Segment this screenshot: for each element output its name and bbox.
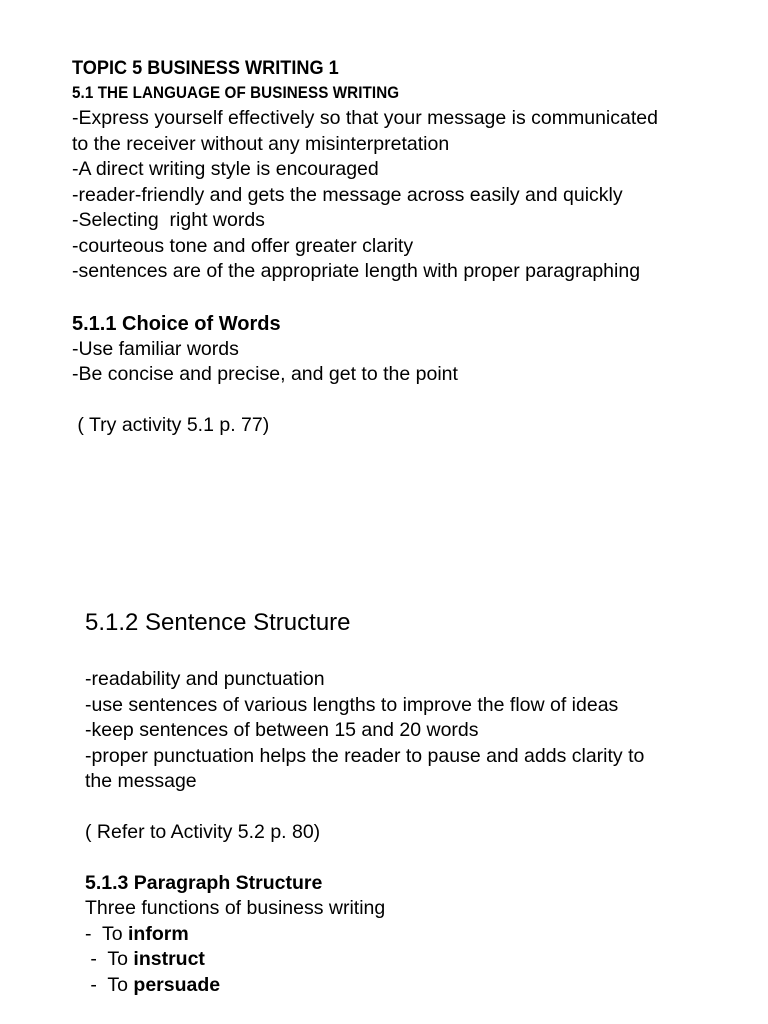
function-prefix: - To	[85, 948, 134, 970]
list-item: to the receiver without any misinterpretation	[72, 132, 450, 155]
list-item: -readability and punctuation	[85, 668, 325, 690]
list-item: -Use familiar words	[72, 337, 239, 360]
function-prefix: - To	[85, 973, 134, 996]
section-5-1-2-title: 5.1.2 Sentence Structure	[85, 609, 351, 636]
function-keyword: instruct	[133, 948, 205, 970]
list-item: -proper punctuation helps the reader to pause and adds clarity to	[85, 744, 645, 767]
function-item-persuade	[85, 973, 765, 999]
function-prefix: - To	[85, 922, 128, 945]
list-item: -Express yourself effectively so that your message is communicated	[72, 107, 658, 129]
topic-title: TOPIC 5 BUSINESS WRITING 1	[72, 57, 339, 79]
activity-note: ( Try activity 5.1 p. 77)	[72, 413, 270, 436]
list-item: -keep sentences of between 15 and 20 words	[85, 719, 479, 741]
list-item: -courteous tone and offer greater clarity	[72, 234, 414, 257]
list-item: -Be concise and precise, and get to the point	[72, 363, 458, 385]
list-item: -A direct writing style is encouraged	[72, 158, 379, 180]
section-5-1-1-title: 5.1.1 Choice of Words	[72, 312, 281, 335]
top-section	[72, 56, 752, 438]
section-5-1-bullets	[72, 106, 752, 285]
function-keyword: persuade	[133, 973, 221, 996]
list-item: -Selecting right words	[72, 209, 265, 231]
function-item-inform	[85, 922, 765, 948]
section-5-1-title: 5.1 THE LANGUAGE OF BUSINESS WRITING	[72, 84, 400, 102]
bottom-section	[85, 608, 765, 998]
functions-intro: Three functions of business writing	[85, 897, 386, 919]
list-item: -reader-friendly and gets the message across easily and quickly	[72, 183, 623, 206]
section-5-1-3-title: 5.1.3 Paragraph Structure	[85, 872, 323, 894]
function-keyword: inform	[128, 922, 189, 945]
list-item: -use sentences of various lengths to improve the flow of ideas	[85, 693, 619, 716]
list-item: the message	[85, 770, 197, 792]
list-item: -sentences are of the appropriate length with proper paragraphing	[72, 260, 641, 282]
function-item-instruct	[85, 947, 765, 973]
activity-note: ( Refer to Activity 5.2 p. 80)	[85, 820, 321, 843]
